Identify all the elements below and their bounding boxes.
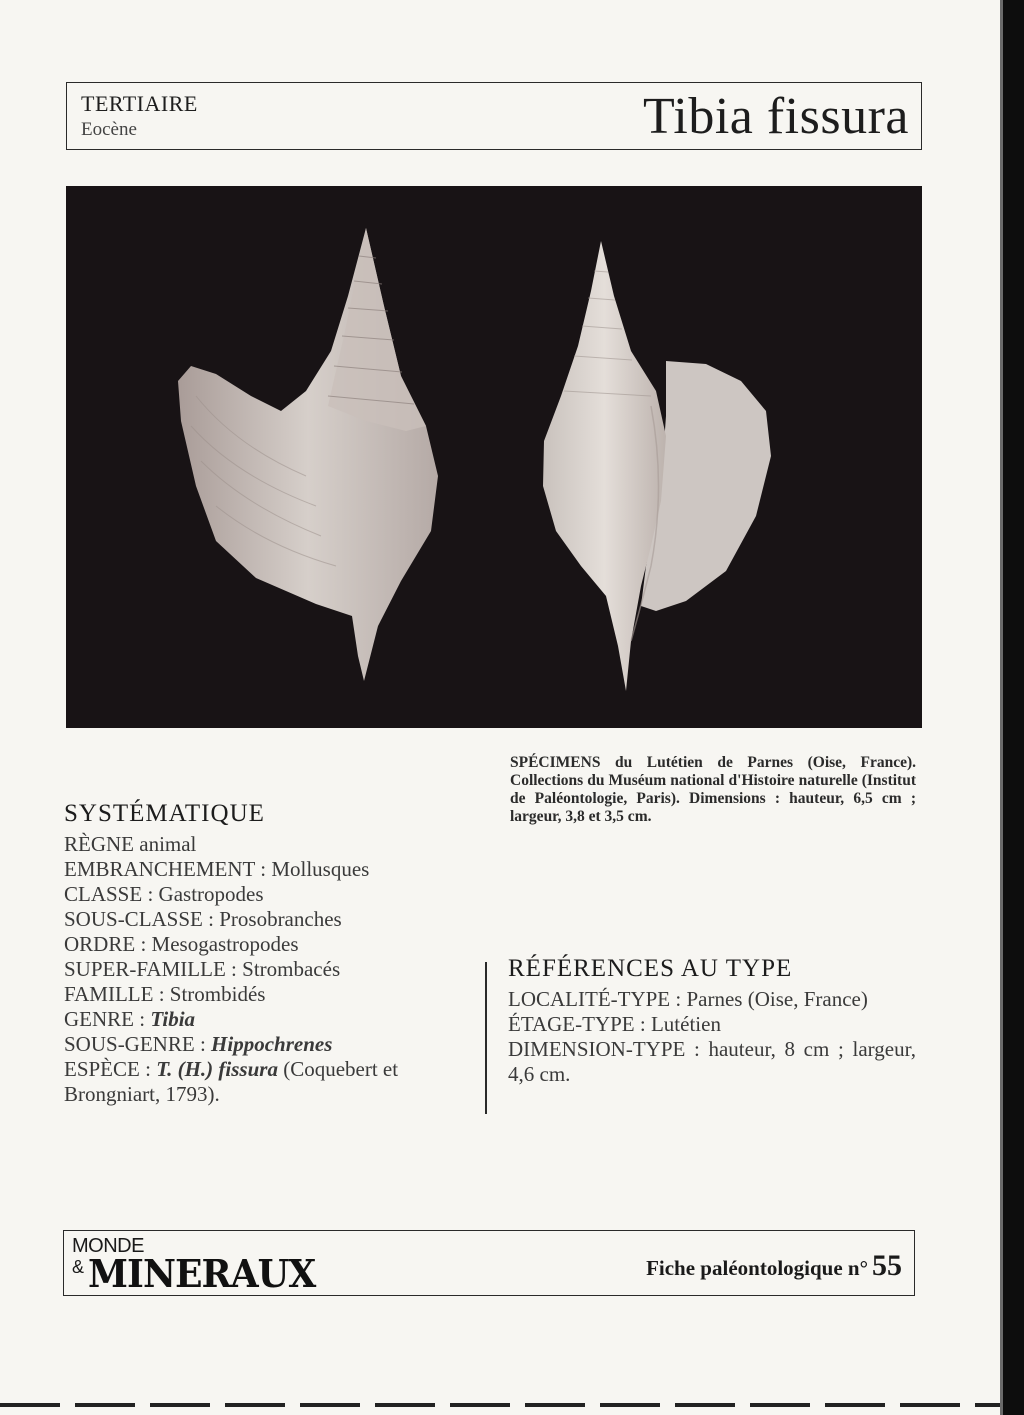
shell-illustration	[66, 186, 922, 728]
list-item: SOUS-CLASSE : Prosobranches	[64, 907, 342, 931]
references-section	[508, 955, 916, 1087]
period-label: TERTIAIRE	[81, 91, 198, 116]
list-item: EMBRANCHEMENT : Mollusques	[64, 857, 370, 881]
list-item: CLASSE : Gastropodes	[64, 882, 264, 906]
list-item: SUPER-FAMILLE : Strombacés	[64, 957, 341, 981]
epoch-label: Eocène	[81, 119, 137, 140]
references-list	[508, 987, 916, 1087]
list-item-espece: ESPÈCE : T. (H.) fissura (Coquebert et Brongniart, 1793).	[64, 1057, 399, 1106]
references-title: RÉFÉRENCES AU TYPE	[508, 955, 793, 982]
list-item: SOUS-GENRE : Hippochrenes	[64, 1032, 333, 1056]
list-item: FAMILLE : Strombidés	[64, 982, 266, 1006]
fiche-number: Fiche paléontologique n° 55	[646, 1249, 902, 1282]
systematique-section	[64, 800, 474, 1107]
column-divider	[485, 962, 487, 1114]
list-item: GENRE : Tibia	[64, 1007, 196, 1031]
bottom-dashed-line	[0, 1403, 1000, 1407]
specimen-photo	[66, 186, 922, 728]
species-title: Tibia fissura	[642, 88, 909, 145]
photo-caption: SPÉCIMENS du Lutétien de Parnes (Oise, France). Collections du Muséum national d'Histoire naturelle (Institut de Paléontologie, Paris). Dimensions : hauteur, 6,5 cm ; largeur, 3,8 et 3,5 cm.	[510, 754, 916, 825]
page-edge	[1000, 0, 1024, 1415]
list-item: ÉTAGE-TYPE : Lutétien	[508, 1012, 721, 1036]
list-item: DIMENSION-TYPE : hauteur, 8 cm ; largeur, 4,6 cm.	[508, 1037, 916, 1086]
left-shell	[178, 228, 438, 681]
header-box	[66, 82, 922, 150]
footer-box	[63, 1230, 915, 1296]
systematique-title: SYSTÉMATIQUE	[64, 800, 265, 827]
publisher-logo: MONDE & MINERAUX	[72, 1235, 316, 1296]
list-item: ORDRE : Mesogastropodes	[64, 932, 299, 956]
list-item: LOCALITÉ-TYPE : Parnes (Oise, France)	[508, 987, 868, 1011]
list-item: RÈGNE animal	[64, 832, 197, 856]
systematique-list	[64, 832, 474, 1107]
right-shell	[543, 241, 771, 691]
